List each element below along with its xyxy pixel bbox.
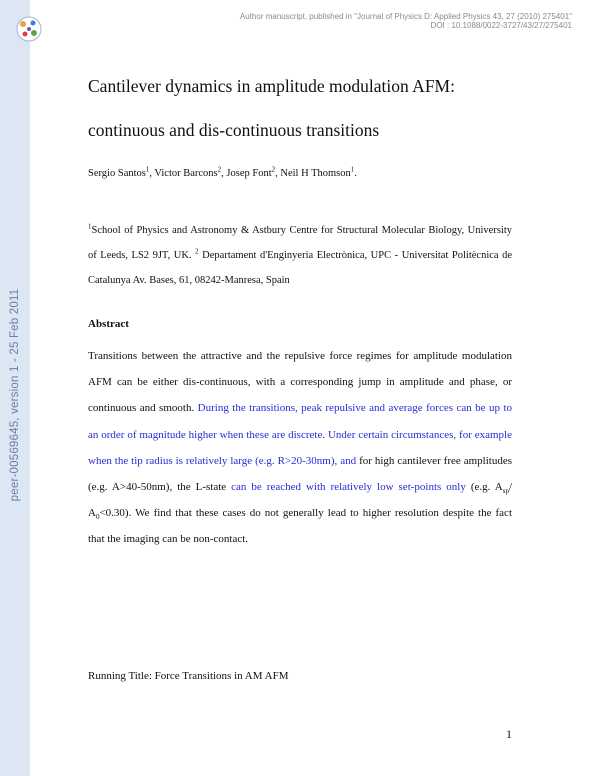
abstract-sentence: Transitions between the attractive and the repulsive force regimes for amplitude modulation AFM can be either dis-continuous, with a corresponding jump in amplitude and phase, or continuous and smooth. <box>88 350 512 415</box>
page-number: 1 <box>506 727 512 741</box>
author-name: Sergio Santos <box>88 168 146 179</box>
publication-note: Author manuscript, published in "Journal of Physics D: Applied Physics 43, 27 (2010) 275401" <box>239 12 572 21</box>
highlighted-sentence: During the transitions, peak repulsive and average forces can be up to an order of magnitude higher when these are discrete. Under certain circumstances, for example when the tip radius is relatively large (e.g. R>20-30nm), and <box>88 402 512 467</box>
abstract-heading: Abstract <box>88 318 129 330</box>
author-separator: . <box>354 168 357 179</box>
abstract-sentence: (e.g. A <box>470 481 503 494</box>
author-affiliation-mark: 1 <box>145 165 150 174</box>
abstract-sentence: / A <box>88 481 513 520</box>
subscript: sp <box>502 487 509 496</box>
author-separator: , <box>149 168 155 179</box>
author-affiliation-mark: 1 <box>350 165 355 174</box>
subscript: 0 <box>95 513 100 522</box>
author-name: Josep Font <box>226 168 272 179</box>
author-separator: , <box>221 168 227 179</box>
running-title: Running Title: Force Transitions in AM AFM <box>88 670 289 682</box>
author-affiliation-mark: 2 <box>217 165 222 174</box>
affiliation-mark: 1 <box>88 222 92 231</box>
affiliations <box>88 218 512 293</box>
hal-logo-icon <box>15 15 43 43</box>
author-list <box>88 165 357 179</box>
abstract-sentence: <0.30). We find that these cases do not generally lead to higher resolution despite the fact that the imaging can be non-contact. <box>88 507 512 546</box>
author-name: Neil H Thomson <box>280 168 351 179</box>
affiliation-mark: 2 <box>195 247 199 256</box>
author-separator: , <box>275 168 281 179</box>
hal-identifier: peer-00569645, version 1 - 25 Feb 2011 <box>9 288 21 502</box>
abstract-text <box>88 343 512 553</box>
author-name: Victor Barcons <box>154 168 218 179</box>
affiliation-2: Departament d'Enginyeria Electrònica, UPC - Universitat Politècnica de Catalunya Av. Bases, 61, 08242-Manresa, Spain <box>88 250 513 286</box>
affiliation-1: School of Physics and Astronomy & Astbury Centre for Structural Molecular Biology, University of Leeds, LS2 9JT, UK. <box>88 225 512 261</box>
doi-note: DOI : 10.1088/0022-3727/43/27/275401 <box>430 21 572 30</box>
abstract-sentence: for high cantilever free amplitudes (e.g. A>40-50nm), the L-state <box>88 454 512 494</box>
paper-title: Cantilever dynamics in amplitude modulation AFM: continuous and dis-continuous transitions <box>88 76 455 140</box>
highlighted-phrase: can be reached with relatively low set-points only <box>231 481 466 494</box>
author-affiliation-mark: 2 <box>271 165 276 174</box>
